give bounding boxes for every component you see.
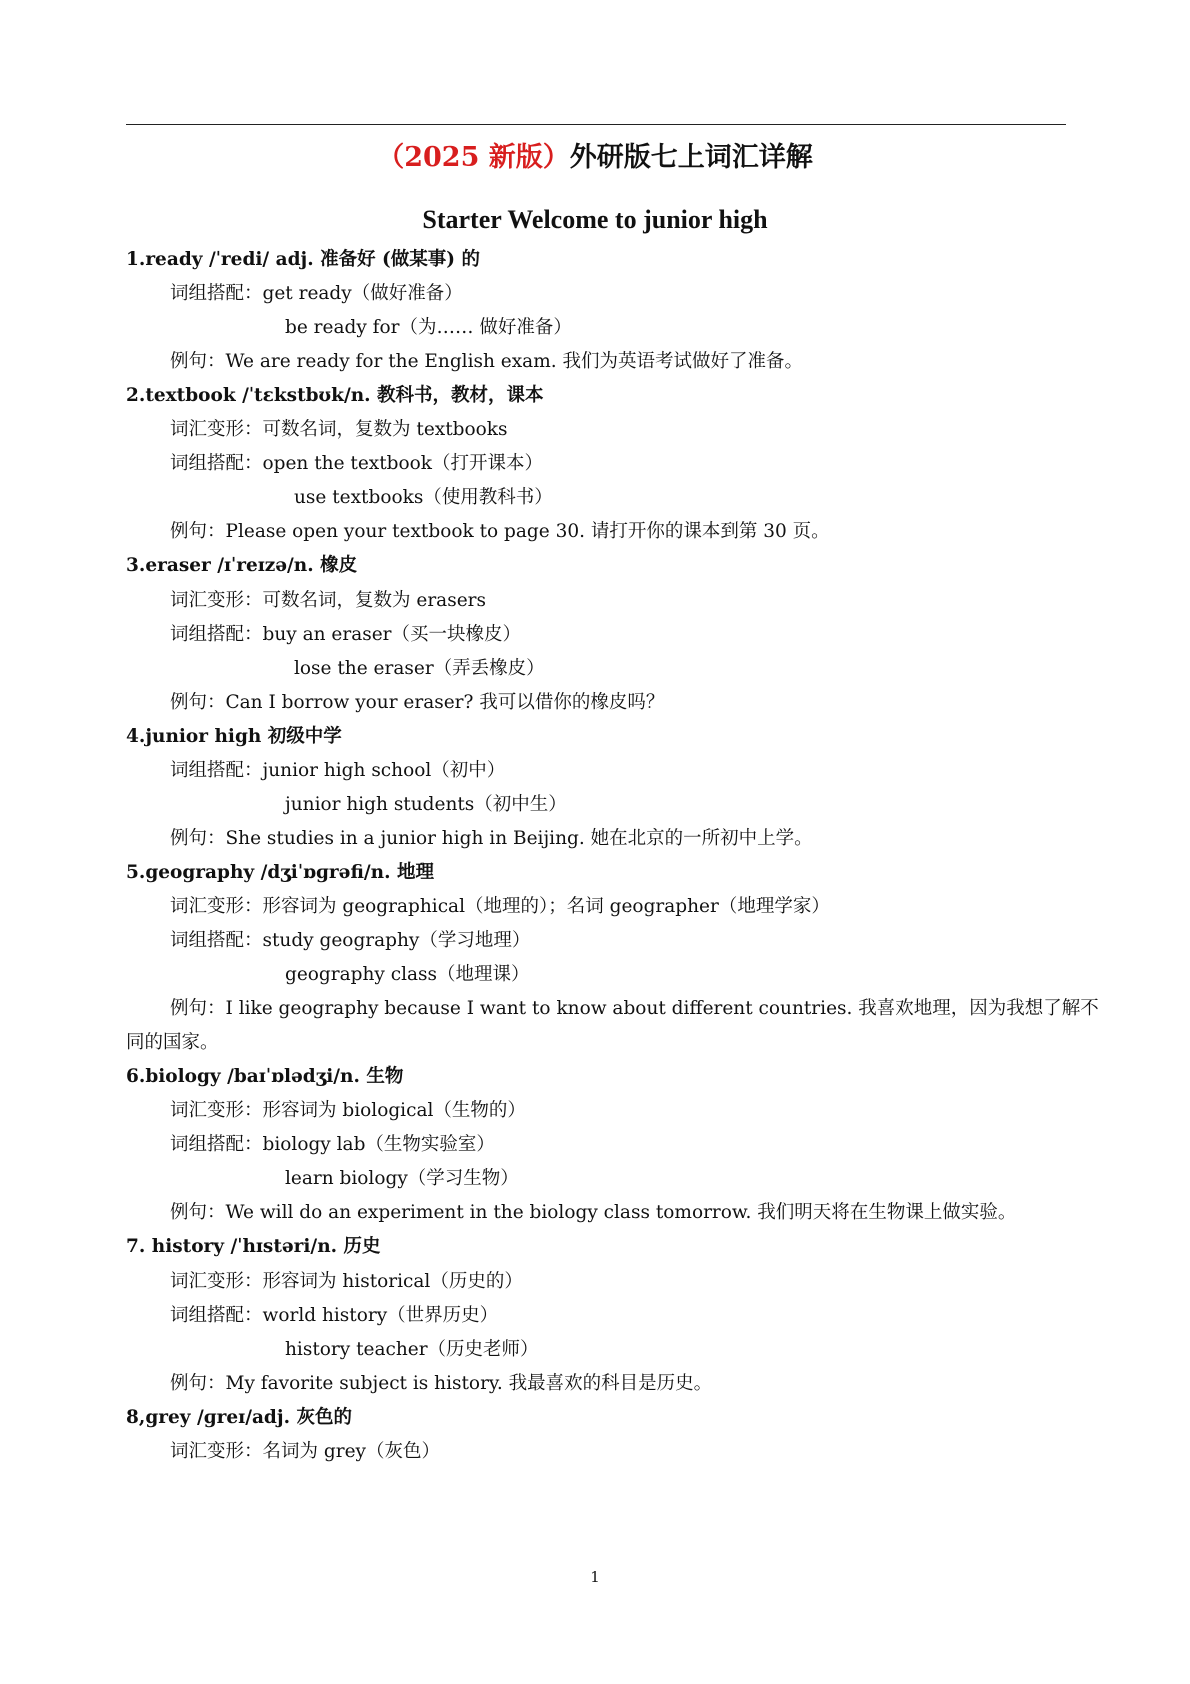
page-title [0, 138, 1190, 178]
vocab-entry-detail: 词组搭配：junior high school（初中） [170, 759, 506, 781]
vocab-entry-detail: 同的国家。 [126, 1032, 219, 1054]
page-number: 1 [590, 1568, 600, 1586]
vocab-entry-detail: 词汇变形：可数名词，复数为 textbooks [170, 419, 508, 441]
vocab-entry-detail: be ready for（为…… 做好准备） [285, 317, 572, 339]
vocab-entry-detail: 词组搭配：buy an eraser（买一块橡皮） [170, 623, 522, 645]
vocab-entry-detail: 例句：She studies in a junior high in Beijing. 她在北京的一所初中上学。 [170, 827, 813, 849]
unit-subtitle: Starter Welcome to junior high [422, 205, 768, 234]
header-rule [126, 124, 1066, 125]
vocab-entry-detail: 词组搭配：world history（世界历史） [170, 1304, 499, 1326]
vocab-entry-heading: 3.eraser /ɪˈreɪzə/n. 橡皮 [126, 555, 358, 577]
vocab-entry-detail: 词汇变形：形容词为 historical（历史的） [170, 1270, 523, 1292]
vocab-entry-detail: 词组搭配：get ready（做好准备） [170, 283, 463, 305]
vocab-entry-detail: 例句：My favorite subject is history. 我最喜欢的科目是历史。 [170, 1372, 713, 1394]
vocab-entry-heading: 6.biology /baɪˈɒlədʒi/n. 生物 [126, 1066, 404, 1088]
vocab-entry-detail: geography class（地理课） [285, 964, 530, 986]
vocab-entry-detail: 例句：We will do an experiment in the biology class tomorrow. 我们明天将在生物课上做实验。 [170, 1202, 1017, 1224]
vocab-entry-detail: history teacher（历史老师） [285, 1338, 539, 1360]
vocab-entry-heading: 5.geography /dʒiˈɒɡrəfi/n. 地理 [126, 861, 434, 883]
vocab-entry-detail: 词汇变形：名词为 grey（灰色） [170, 1440, 440, 1462]
vocab-entry-heading: 1.ready /ˈredi/ adj. 准备好 (做某事) 的 [126, 249, 480, 270]
vocab-entry-detail: 词汇变形：形容词为 geographical（地理的）；名词 geographer（地理学家） [170, 895, 830, 917]
vocab-entry-heading: 2.textbook /ˈtɛkstbʊk/n. 教科书，教材，课本 [126, 385, 544, 407]
vocab-entry-detail: lose the eraser（弄丢橡皮） [294, 657, 545, 679]
vocab-entry-detail: junior high students（初中生） [285, 793, 567, 815]
vocab-entry-detail: 词组搭配：open the textbook（打开课本） [170, 453, 543, 475]
vocab-entry-detail: 例句：Please open your textbook to page 30. 请打开你的课本到第 30 页。 [170, 521, 830, 543]
vocab-entry-heading: 7. history /ˈhɪstəri/n. 历史 [126, 1236, 381, 1258]
vocab-entry-detail: learn biology（学习生物） [285, 1168, 519, 1190]
vocab-entry-detail: 词组搭配：study geography（学习地理） [170, 930, 531, 951]
title-edition: （2025 新版） [377, 142, 570, 173]
title-main: 外研版七上词汇详解 [569, 142, 813, 173]
vocab-entry-detail: 例句：Can I borrow your eraser? 我可以借你的橡皮吗？ [170, 691, 665, 713]
vocab-entry-detail: 例句：I like geography because I want to know about different countries. 我喜欢地理，因为我想了解不 [170, 998, 1099, 1020]
vocab-entry-detail: 词组搭配：biology lab（生物实验室） [170, 1134, 495, 1156]
vocab-entry-detail: use textbooks（使用教科书） [294, 487, 553, 509]
vocab-entry-heading: 4.junior high 初级中学 [126, 725, 342, 747]
vocab-entry-detail: 词汇变形：形容词为 biological（生物的） [170, 1100, 526, 1122]
vocab-entry-heading: 8,grey /ɡreɪ/adj. 灰色的 [126, 1406, 352, 1428]
vocab-entry-detail: 例句：We are ready for the English exam. 我们为英语考试做好了准备。 [170, 351, 804, 373]
vocab-entry-detail: 词汇变形：可数名词，复数为 erasers [170, 589, 486, 611]
